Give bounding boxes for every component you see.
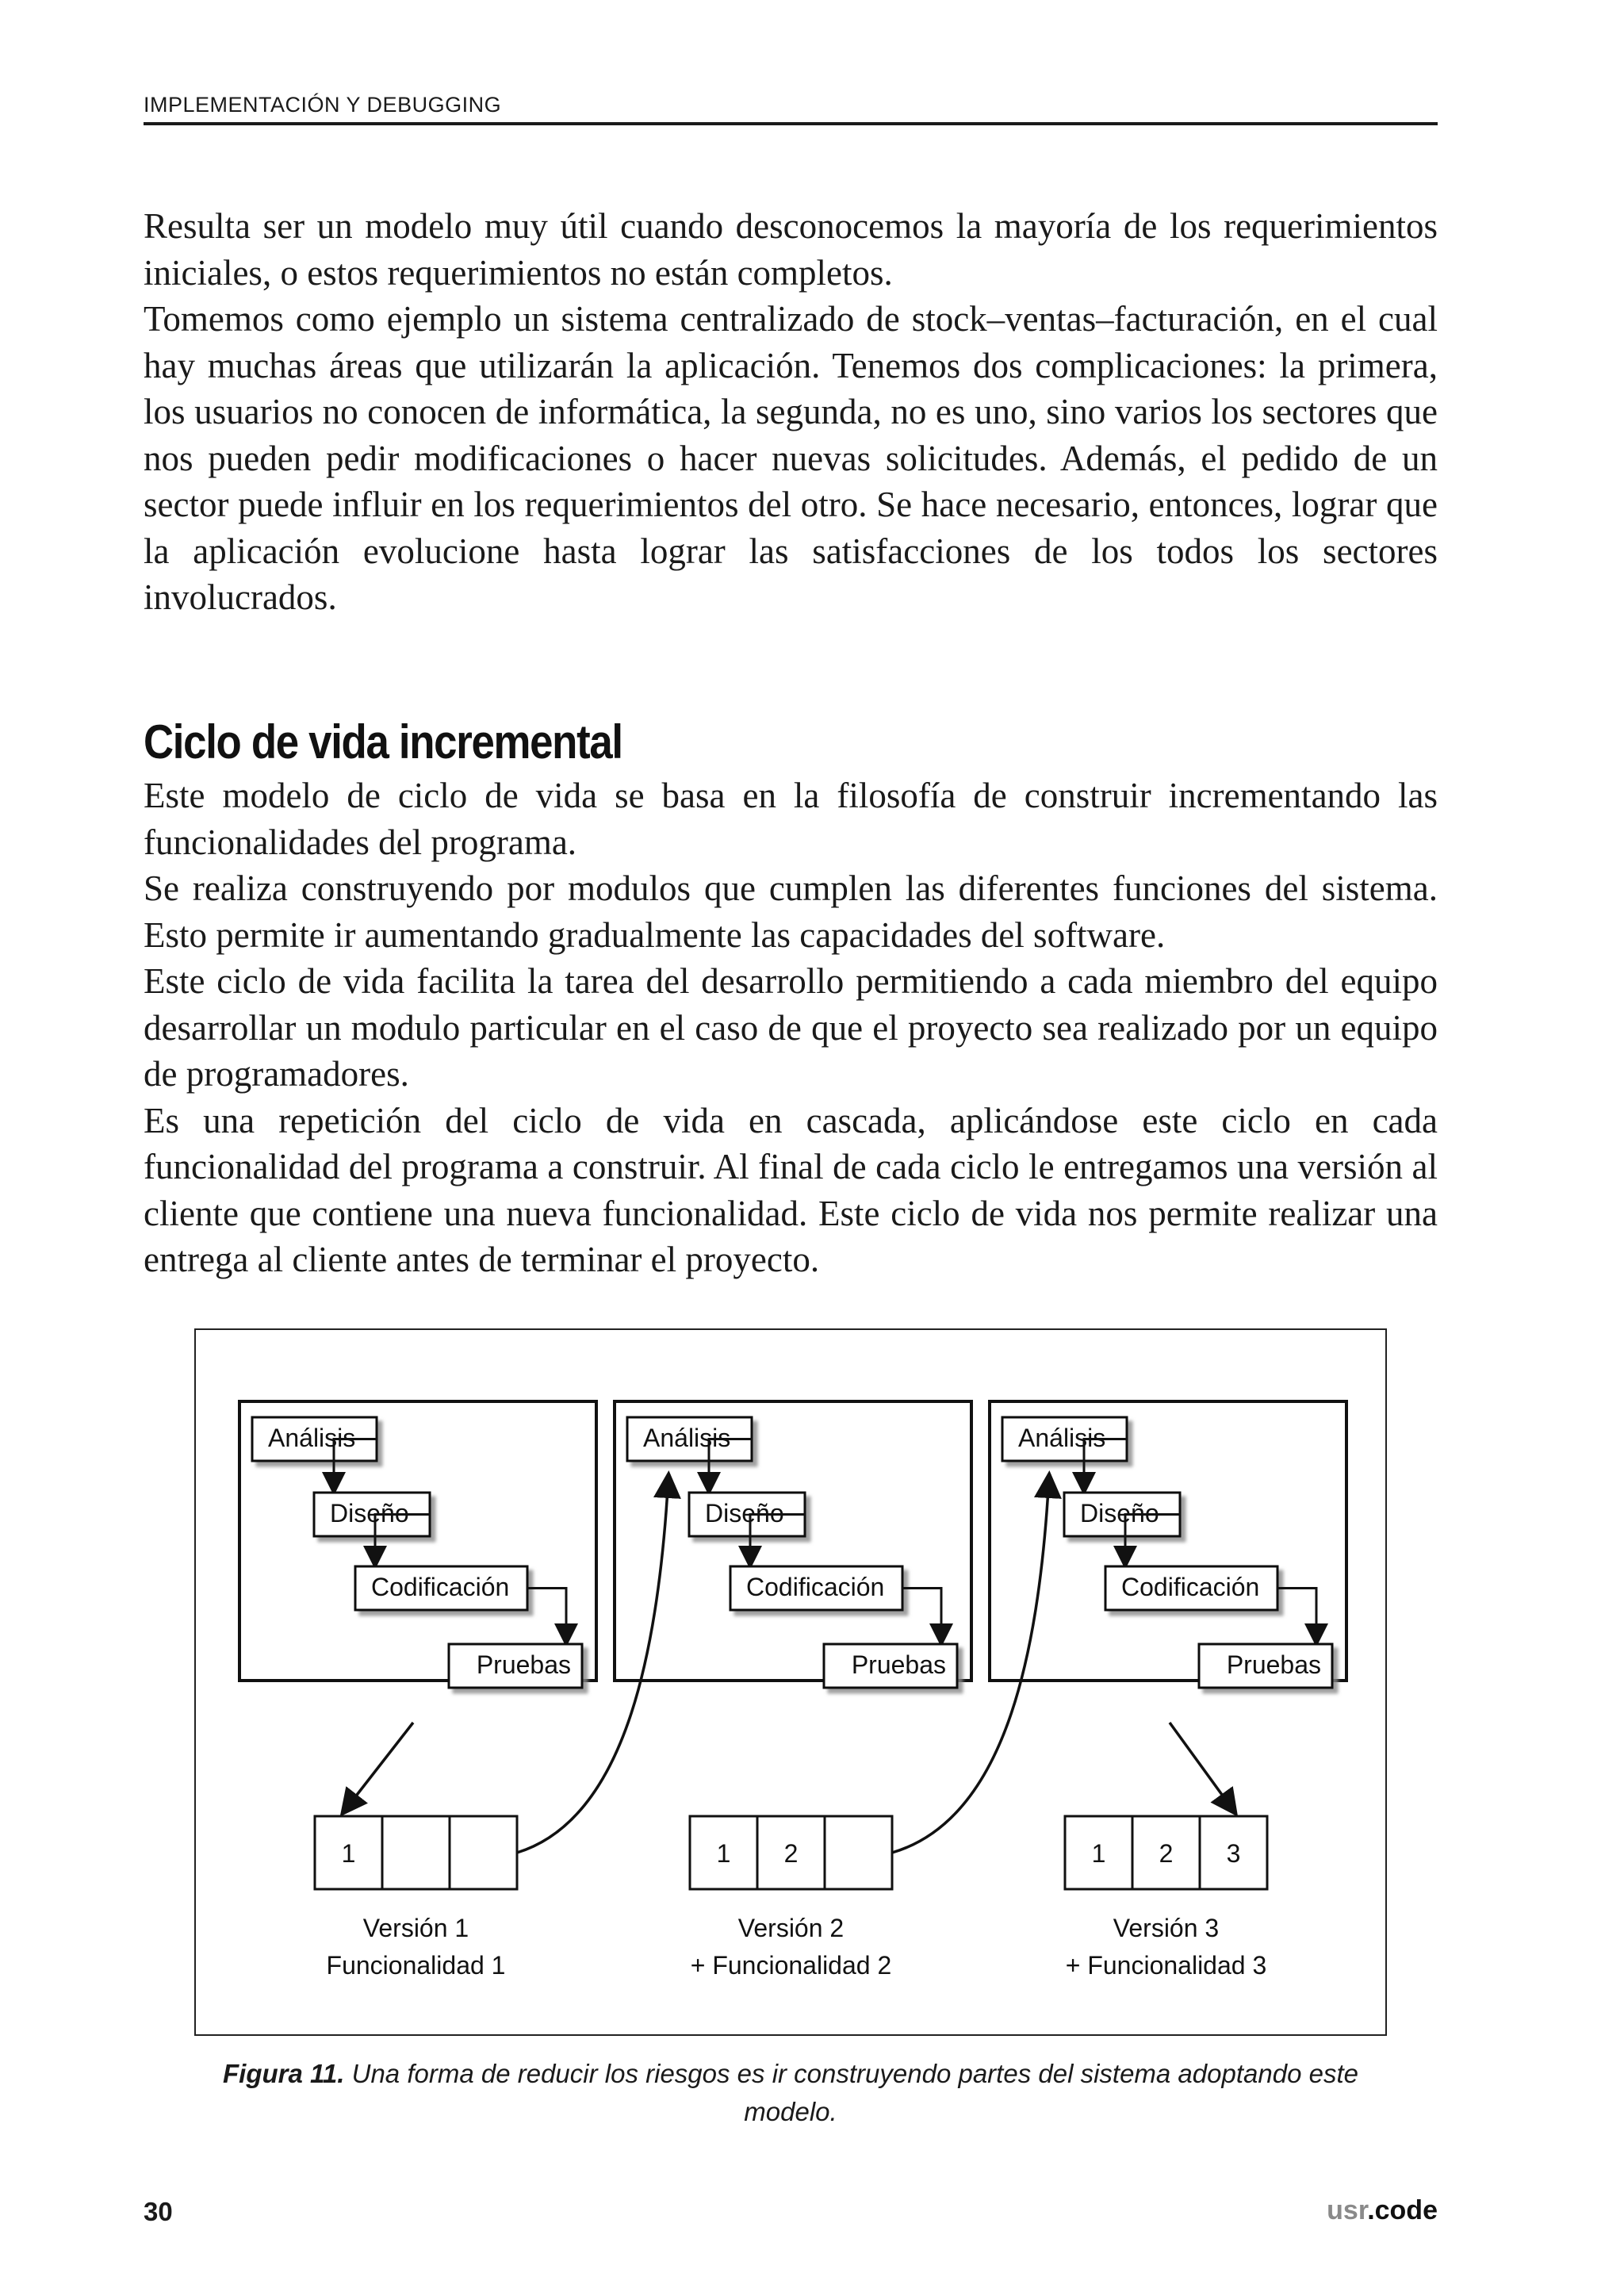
stage-diseno-label: Diseño bbox=[330, 1499, 409, 1527]
caption-label: Figura 11. bbox=[223, 2059, 345, 2088]
stage-analisis-label: Análisis bbox=[268, 1424, 356, 1452]
module-cell-number: 1 bbox=[341, 1839, 356, 1868]
incremental-lifecycle-diagram bbox=[194, 1328, 1387, 2036]
version-feature-label: + Funcionalidad 2 bbox=[690, 1951, 892, 1980]
version-label: Versión 1 bbox=[362, 1914, 469, 1942]
paragraph: Este modelo de ciclo de vida se basa en la filosofía de construir incrementando las funcionalidades del programa. bbox=[144, 776, 1438, 862]
module-cell-number: 1 bbox=[1091, 1839, 1106, 1868]
stage-diseno-label: Diseño bbox=[705, 1499, 784, 1527]
running-header bbox=[144, 87, 1438, 125]
paragraph: Tomemos como ejemplo un sistema centralizado de stock–ventas–facturación, en el cual hay muchas áreas que utilizarán la aplicación. Tenemos dos complicaciones: la primera, los usuarios no conocen de informática, la segunda, no es uno, sino varios los sectores que nos pueden pedir modificaciones o hacer nuevas solicitudes. Además, el pedido de un sector puede influir en los requerimientos del otro. Se hace necesario, entonces, lograr que la aplicación evolucione hasta lograr las satisfacciones de los todos los sectores involucrados. bbox=[144, 299, 1438, 617]
stage-analisis-label: Análisis bbox=[643, 1424, 731, 1452]
stage-codificacion-label: Codificación bbox=[746, 1573, 885, 1601]
brand-logo-light: usr bbox=[1327, 2195, 1368, 2225]
flow-arrow bbox=[343, 1723, 413, 1812]
intro-text bbox=[144, 203, 1438, 621]
figure-caption bbox=[194, 2055, 1387, 2131]
module-cell-number: 2 bbox=[783, 1839, 799, 1868]
module-cell bbox=[450, 1816, 517, 1889]
caption-text: Una forma de reducir los riesgos es ir construyendo partes del sistema adoptando este modelo. bbox=[351, 2059, 1358, 2126]
brand-logo bbox=[1327, 2195, 1438, 2226]
stage-pruebas-label: Pruebas bbox=[851, 1650, 946, 1679]
stage-codificacion-label: Codificación bbox=[1121, 1573, 1260, 1601]
paragraph: Es una repetición del ciclo de vida en cascada, aplicándose este ciclo en cada funcionalidad del programa a construir. Al final de cada ciclo le entregamos una versión al cliente que contiene una nueva funcionalidad. Este ciclo de vida nos permite realizar una entrega al cliente antes de terminar el proyecto. bbox=[144, 1100, 1438, 1279]
stage-pruebas-label: Pruebas bbox=[1226, 1650, 1321, 1679]
lifecycle-panel bbox=[615, 1401, 971, 1688]
brand-logo-dark: .code bbox=[1367, 2195, 1438, 2225]
version-group bbox=[315, 1816, 517, 1980]
stage-pruebas-label: Pruebas bbox=[476, 1650, 571, 1679]
version-label: Versión 2 bbox=[737, 1914, 845, 1942]
version-label: Versión 3 bbox=[1113, 1914, 1220, 1942]
lifecycle-panel bbox=[239, 1401, 596, 1688]
module-cell-number: 3 bbox=[1226, 1839, 1241, 1868]
page-number: 30 bbox=[144, 2197, 173, 2226]
paragraph: Resulta ser un modelo muy útil cuando desconocemos la mayoría de los requerimientos iniciales, o estos requerimientos no están completos. bbox=[144, 206, 1438, 293]
version-group bbox=[690, 1816, 892, 1980]
section-text bbox=[144, 772, 1438, 1283]
running-header-title: IMPLEMENTACIÓN Y DEBUGGING bbox=[144, 93, 502, 117]
module-cell bbox=[382, 1816, 450, 1889]
version-feature-label: Funcionalidad 1 bbox=[326, 1951, 506, 1980]
module-cell-number: 1 bbox=[716, 1839, 731, 1868]
module-cell bbox=[825, 1816, 892, 1889]
section-title: Ciclo de vida incremental bbox=[144, 715, 622, 769]
flow-arrow bbox=[1170, 1723, 1235, 1812]
stage-analisis-label: Análisis bbox=[1018, 1424, 1106, 1452]
stage-diseno-label: Diseño bbox=[1080, 1499, 1159, 1527]
stage-codificacion-label: Codificación bbox=[371, 1573, 510, 1601]
module-cell-number: 2 bbox=[1159, 1839, 1174, 1868]
version-feature-label: + Funcionalidad 3 bbox=[1065, 1951, 1267, 1980]
version-group bbox=[1065, 1816, 1267, 1980]
paragraph: Este ciclo de vida facilita la tarea del desarrollo permitiendo a cada miembro del equipo desarrollar un modulo particular en el caso de que el proyecto sea realizado por un equipo de programadores. bbox=[144, 961, 1438, 1094]
paragraph: Se realiza construyendo por modulos que cumplen las diferentes funciones del sistema. Esto permite ir aumentando gradualmente las capacidades del software. bbox=[144, 868, 1438, 955]
